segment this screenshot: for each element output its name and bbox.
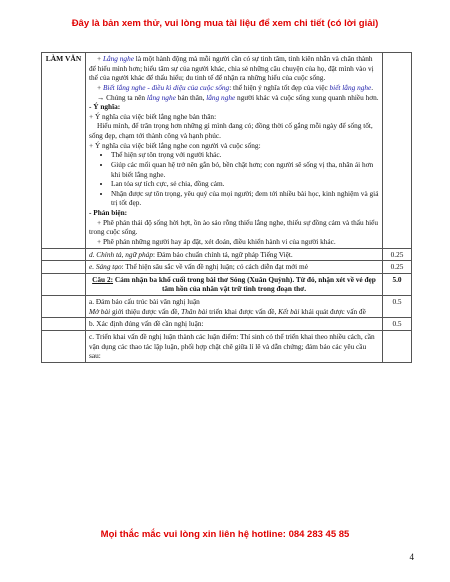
meaning-list: [89, 150, 379, 208]
empty-cell: [42, 318, 86, 331]
score-cell: 0.5: [383, 318, 412, 331]
meaning-self-text: Hiểu mình, để trân trọng hơn những gì mình đang có; đồng thời cố gắng mỗi ngày để sống tốt, sống đẹp, chạm tới thành công và hạnh phúc.: [89, 121, 373, 140]
hotline-banner: Mọi thắc mắc vui lòng xin liên hệ hotline: 084 283 45 85: [100, 529, 350, 540]
table-row-question-2: [42, 273, 412, 295]
table-row-a: [42, 296, 412, 318]
critique-2: + Phê phán những người hay áp đặt, xét đoán, điều khiển hành vi của người khác.: [97, 236, 336, 246]
score-cell: [383, 53, 412, 249]
list-item: • Lan tỏa sự tích cực, sẻ chia, đồng cảm.: [111, 179, 379, 189]
question-2: Câu 2: Cảm nhận ba khổ cuối trong bài thơ Sóng (Xuân Quỳnh). Từ đó, nhận xét về vẻ đẹp tâm hồn của nhân vật trữ tình trong đoạn thơ.: [86, 273, 383, 295]
paragraph-listening: + Lắng nghe là một hành động mà mỗi người cần có sự tinh tâm, tinh kiên nhẫn và chân thành để hiểu mình hơn; hiểu tâm sự của người khác, chia sẻ những câu chuyện của họ, đặt mình vào vị thế của người khác để thấu hiểu; du tinh tế để nhận ra những hiểu của cuộc sống.: [89, 54, 374, 83]
row-c-text: c. Triển khai vấn đề nghị luận thành các luận điểm: Thí sinh có thể triển khai theo nhiều cách, cần vận dụng các thao tác lập luận, phối hợp chặt chẽ giữa lí lẽ và dẫn chứng; đảm bảo các yêu cầu sau:: [86, 330, 383, 362]
table-row-essay: [42, 53, 412, 249]
term-listening: Lắng nghe: [102, 54, 134, 63]
score-cell: 5.0: [383, 273, 412, 295]
table-row-d: [42, 248, 412, 261]
score-cell: 0.5: [383, 296, 412, 318]
row-a-text: a. Đảm bảo cấu trúc bài văn nghị luận Mở bài giới thiệu được vấn đề, Thân bài triển khai được vấn đề, Kết bài khái quát được vấn đề: [86, 296, 383, 318]
paragraph-conclusion: → Chúng ta nên lắng nghe bản thân, lắng nghe người khác và cuộc sống xung quanh nhiều hơn.: [97, 92, 379, 102]
table-row-e: [42, 261, 412, 274]
list-item: • Nhận được sự tôn trọng, yêu quý của mọi người; đem tới nhiều bài học, kinh nghiệm và giá trị tốt đẹp.: [111, 189, 379, 208]
row-label: LÀM VĂN: [42, 53, 86, 249]
preview-banner: Đây là bản xem thử, vui lòng mua tài liệu để xem chi tiết (có lời giải): [71, 18, 379, 29]
row-e-text: e. Sáng tạo: Thể hiện sâu sắc về vấn đề nghị luận; có cách diễn đạt mới mẻ: [86, 261, 383, 274]
meaning-self: + Ý nghĩa của việc biết lắng nghe bản thân:: [89, 111, 217, 121]
empty-cell: [42, 261, 86, 274]
row-d-text: d. Chính tả, ngữ pháp: Đảm bảo chuẩn chính tả, ngữ pháp Tiếng Việt.: [86, 248, 383, 261]
table-row-c: [42, 330, 412, 362]
essay-content: [86, 53, 383, 249]
table-row-b: [42, 318, 412, 331]
list-item: • Giúp các mối quan hệ trở nên gắn bó, bền chặt hơn; con người sẽ sống vị tha, nhân ái hơn khi biết lắng nghe.: [111, 160, 379, 179]
empty-cell: [42, 248, 86, 261]
score-cell: 0.25: [383, 261, 412, 274]
paragraph-miracle: + Biết lắng nghe - điều kì diệu của cuộc sống: thể hiện ý nghĩa tốt đẹp của việc biết lắng nghe.: [97, 82, 374, 92]
answer-table: [41, 52, 412, 363]
score-cell: 0.25: [383, 248, 412, 261]
empty-cell: [42, 273, 86, 295]
empty-cell: [42, 296, 86, 318]
critique-1: + Phê phán thái độ sống hời hợt, ồn ào sáo rỗng thiếu lắng nghe, thiếu sự đồng cảm và thấu hiểu trong cuộc sống.: [89, 217, 379, 237]
critique-heading: - Phản biện:: [89, 208, 128, 217]
row-b-text: b. Xác định đúng vấn đề cần nghị luận:: [86, 318, 383, 331]
page-number: 4: [409, 552, 414, 562]
meaning-heading: - Ý nghĩa:: [89, 102, 121, 112]
list-item: • Thể hiện sự tôn trọng với người khác.: [111, 150, 379, 160]
score-cell: [383, 330, 412, 362]
empty-cell: [42, 330, 86, 362]
meaning-others: + Ý nghĩa của việc biết lắng nghe con người và cuộc sống:: [89, 140, 261, 150]
